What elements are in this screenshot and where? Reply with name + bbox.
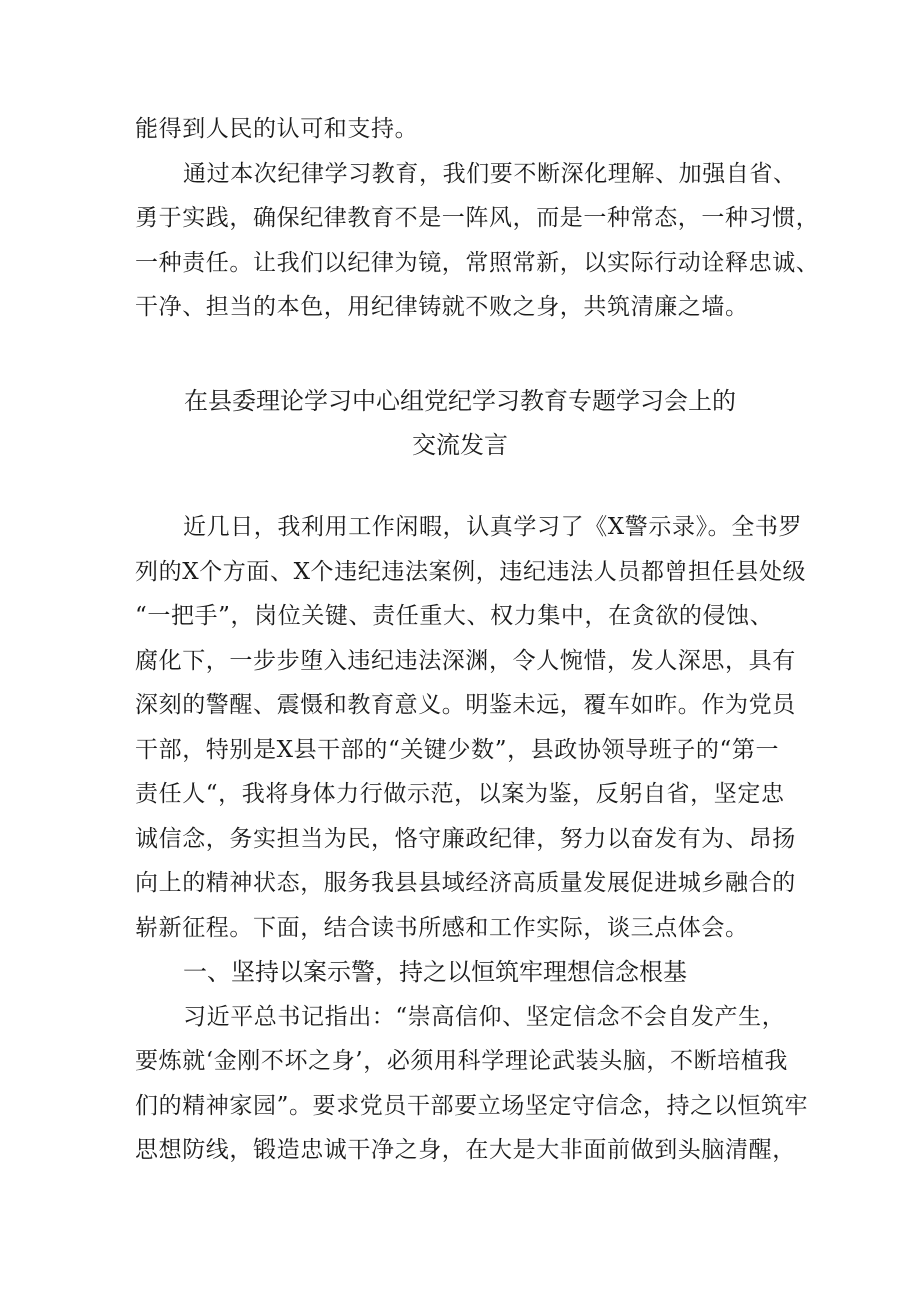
paragraph-line: 能得到人民的认可和支持。: [135, 116, 419, 142]
paragraph-line: 习近平总书记指出：“崇高信仰、坚定信念不会自发产生，: [183, 1004, 786, 1030]
paragraph-line: 责任人“，我将身体力行做示范，以案为鉴，反躬自省，坚定忠: [135, 781, 785, 807]
paragraph-line: 诚信念，务实担当为民，恪守廉政纪律，努力以奋发有为、昂扬: [135, 826, 796, 852]
paragraph-line: 们的精神家园”。要求党员干部要立场坚定守信念，持之以恒筑牢: [135, 1093, 809, 1119]
paragraph-line: 干部，特别是X县干部的“关键少数”，县政协领导班子的“第一: [135, 737, 780, 763]
paragraph-line: 思想防线，锻造忠诚干净之身，在大是大非面前做到头脑清醒，: [135, 1137, 796, 1163]
paragraph-line: 向上的精神状态，服务我县县域经济高质量发展促进城乡融合的: [135, 870, 796, 896]
paragraph-line: 要炼就‘金刚不坏之身’，必须用科学理论武装头脑，不断培植我: [135, 1048, 789, 1074]
paragraph-line: 近几日，我利用工作闲暇，认真学习了《X警示录》。全书罗: [183, 514, 803, 540]
paragraph-line: 崭新征程。下面，结合读书所感和工作实际，谈三点体会。: [135, 915, 749, 941]
paragraph-line: 腐化下，一步步堕入违纪违法深渊，令人惋惜，发人深思，具有: [135, 648, 796, 674]
article-title-line2: 交流发言: [412, 431, 508, 459]
paragraph-line: 干净、担当的本色，用纪律铸就不败之身，共筑清廉之墙。: [135, 294, 749, 320]
paragraph-line: 深刻的警醒、震慑和教育意义。明鉴未远，覆车如昨。作为党员: [135, 692, 796, 718]
paragraph-line: 列的X个方面、X个违纪违法案例，违纪违法人员都曾担任县处级: [135, 559, 807, 585]
paragraph-line: 通过本次纪律学习教育，我们要不断深化理解、加强自省、: [183, 161, 797, 187]
article-title-line1: 在县委理论学习中心组党纪学习教育专题学习会上的: [184, 387, 736, 415]
paragraph-line: “一把手”，岗位关键、责任重大、权力集中，在贪欲的侵蚀、: [135, 603, 774, 629]
paragraph-line: 一种责任。让我们以纪律为镜，常照常新，以实际行动诠释忠诚、: [135, 250, 820, 276]
section-heading: 一、坚持以案示警，持之以恒筑牢理想信念根基: [183, 958, 687, 986]
paragraph-line: 勇于实践，确保纪律教育不是一阵风，而是一种常态，一种习惯，: [135, 205, 820, 231]
